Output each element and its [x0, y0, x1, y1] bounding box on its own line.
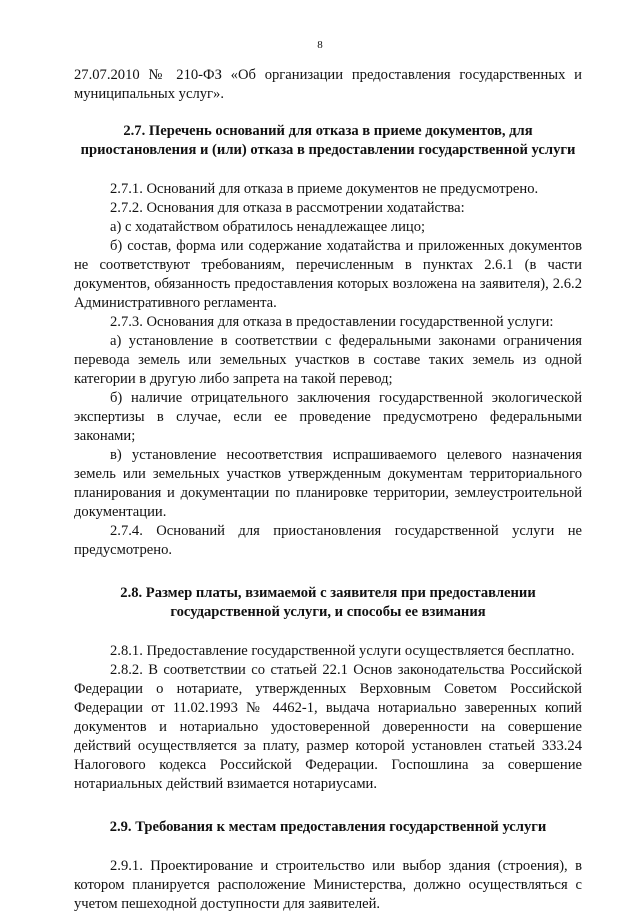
paragraph-2-7-2-b: б) состав, форма или содержание ходатайства и приложенных документов не соответствуют требованиям, перечисленным в пунктах 2.6.1 (в части документов, обязанность предоставления которых возложена на заявителя), 2.6.2 Административного регламента.: [74, 238, 582, 311]
intro-paragraph: 27.07.2010 № 210-ФЗ «Об организации предоставления государственных и муниципальных услуг».: [74, 67, 582, 102]
paragraph-2-7-3-c: в) установление несоответствия испрашиваемого целевого назначения земель или земельных участков утвержденным документам территориального планирования и документации по планировке территории, землеустроительной документации.: [74, 447, 582, 520]
paragraph-2-7-2: 2.7.2. Основания для отказа в рассмотрении ходатайства:: [110, 200, 465, 216]
section-2-7-heading: 2.7. Перечень оснований для отказа в приеме документов, для приостановления и (или) отказа в предоставлении государственной услуги: [80, 123, 576, 158]
paragraph-2-7-1: 2.7.1. Оснований для отказа в приеме документов не предусмотрено.: [110, 181, 539, 197]
section-2-8-heading: 2.8. Размер платы, взимаемой с заявителя при предоставлении государственной услуги, и способы ее взимания: [120, 585, 536, 620]
paragraph-2-8-1: 2.8.1. Предоставление государственной услуги осуществляется бесплатно.: [110, 643, 575, 659]
paragraph-2-7-4: 2.7.4. Оснований для приостановления государственной услуги не предусмотрено.: [74, 523, 582, 558]
page-number: 8: [317, 39, 323, 51]
paragraph-2-7-3-b: б) наличие отрицательного заключения государственной экологической экспертизы в случае, если ее проведение предусмотрено федеральными законами;: [74, 390, 582, 444]
paragraph-2-8-2: 2.8.2. В соответствии со статьей 22.1 Основ законодательства Российской Федерации о нотариате, утвержденных Верховным Советом Российской Федерации от 11.02.1993 № 4462-1, выдача нотариально заверенных копий документов и нотариально удостоверенной доверенности на совершение действий осуществляется за плату, размер которой установлен статьей 333.24 Налогового кодекса Российской Федерации. Госпошлина за совершение нотариальных действий взимается нотариусами.: [74, 662, 582, 792]
section-2-9-heading: 2.9. Требования к местам предоставления государственной услуги: [109, 819, 547, 835]
paragraph-2-9-1: 2.9.1. Проектирование и строительство или выбор здания (строения), в котором планируется расположение Министерства, должно осуществляться с учетом пешеходной доступности для заявителей.: [74, 858, 582, 912]
paragraph-2-7-3-a: а) установление в соответствии с федеральными законами ограничения перевода земель или земельных участков в составе таких земель из одной категории в другую либо запрета на такой перевод;: [74, 333, 582, 387]
page-content: [74, 66, 582, 914]
paragraph-2-7-3: 2.7.3. Основания для отказа в предоставлении государственной услуги:: [110, 314, 554, 330]
paragraph-2-7-2-a: а) с ходатайством обратилось ненадлежащее лицо;: [110, 219, 426, 235]
